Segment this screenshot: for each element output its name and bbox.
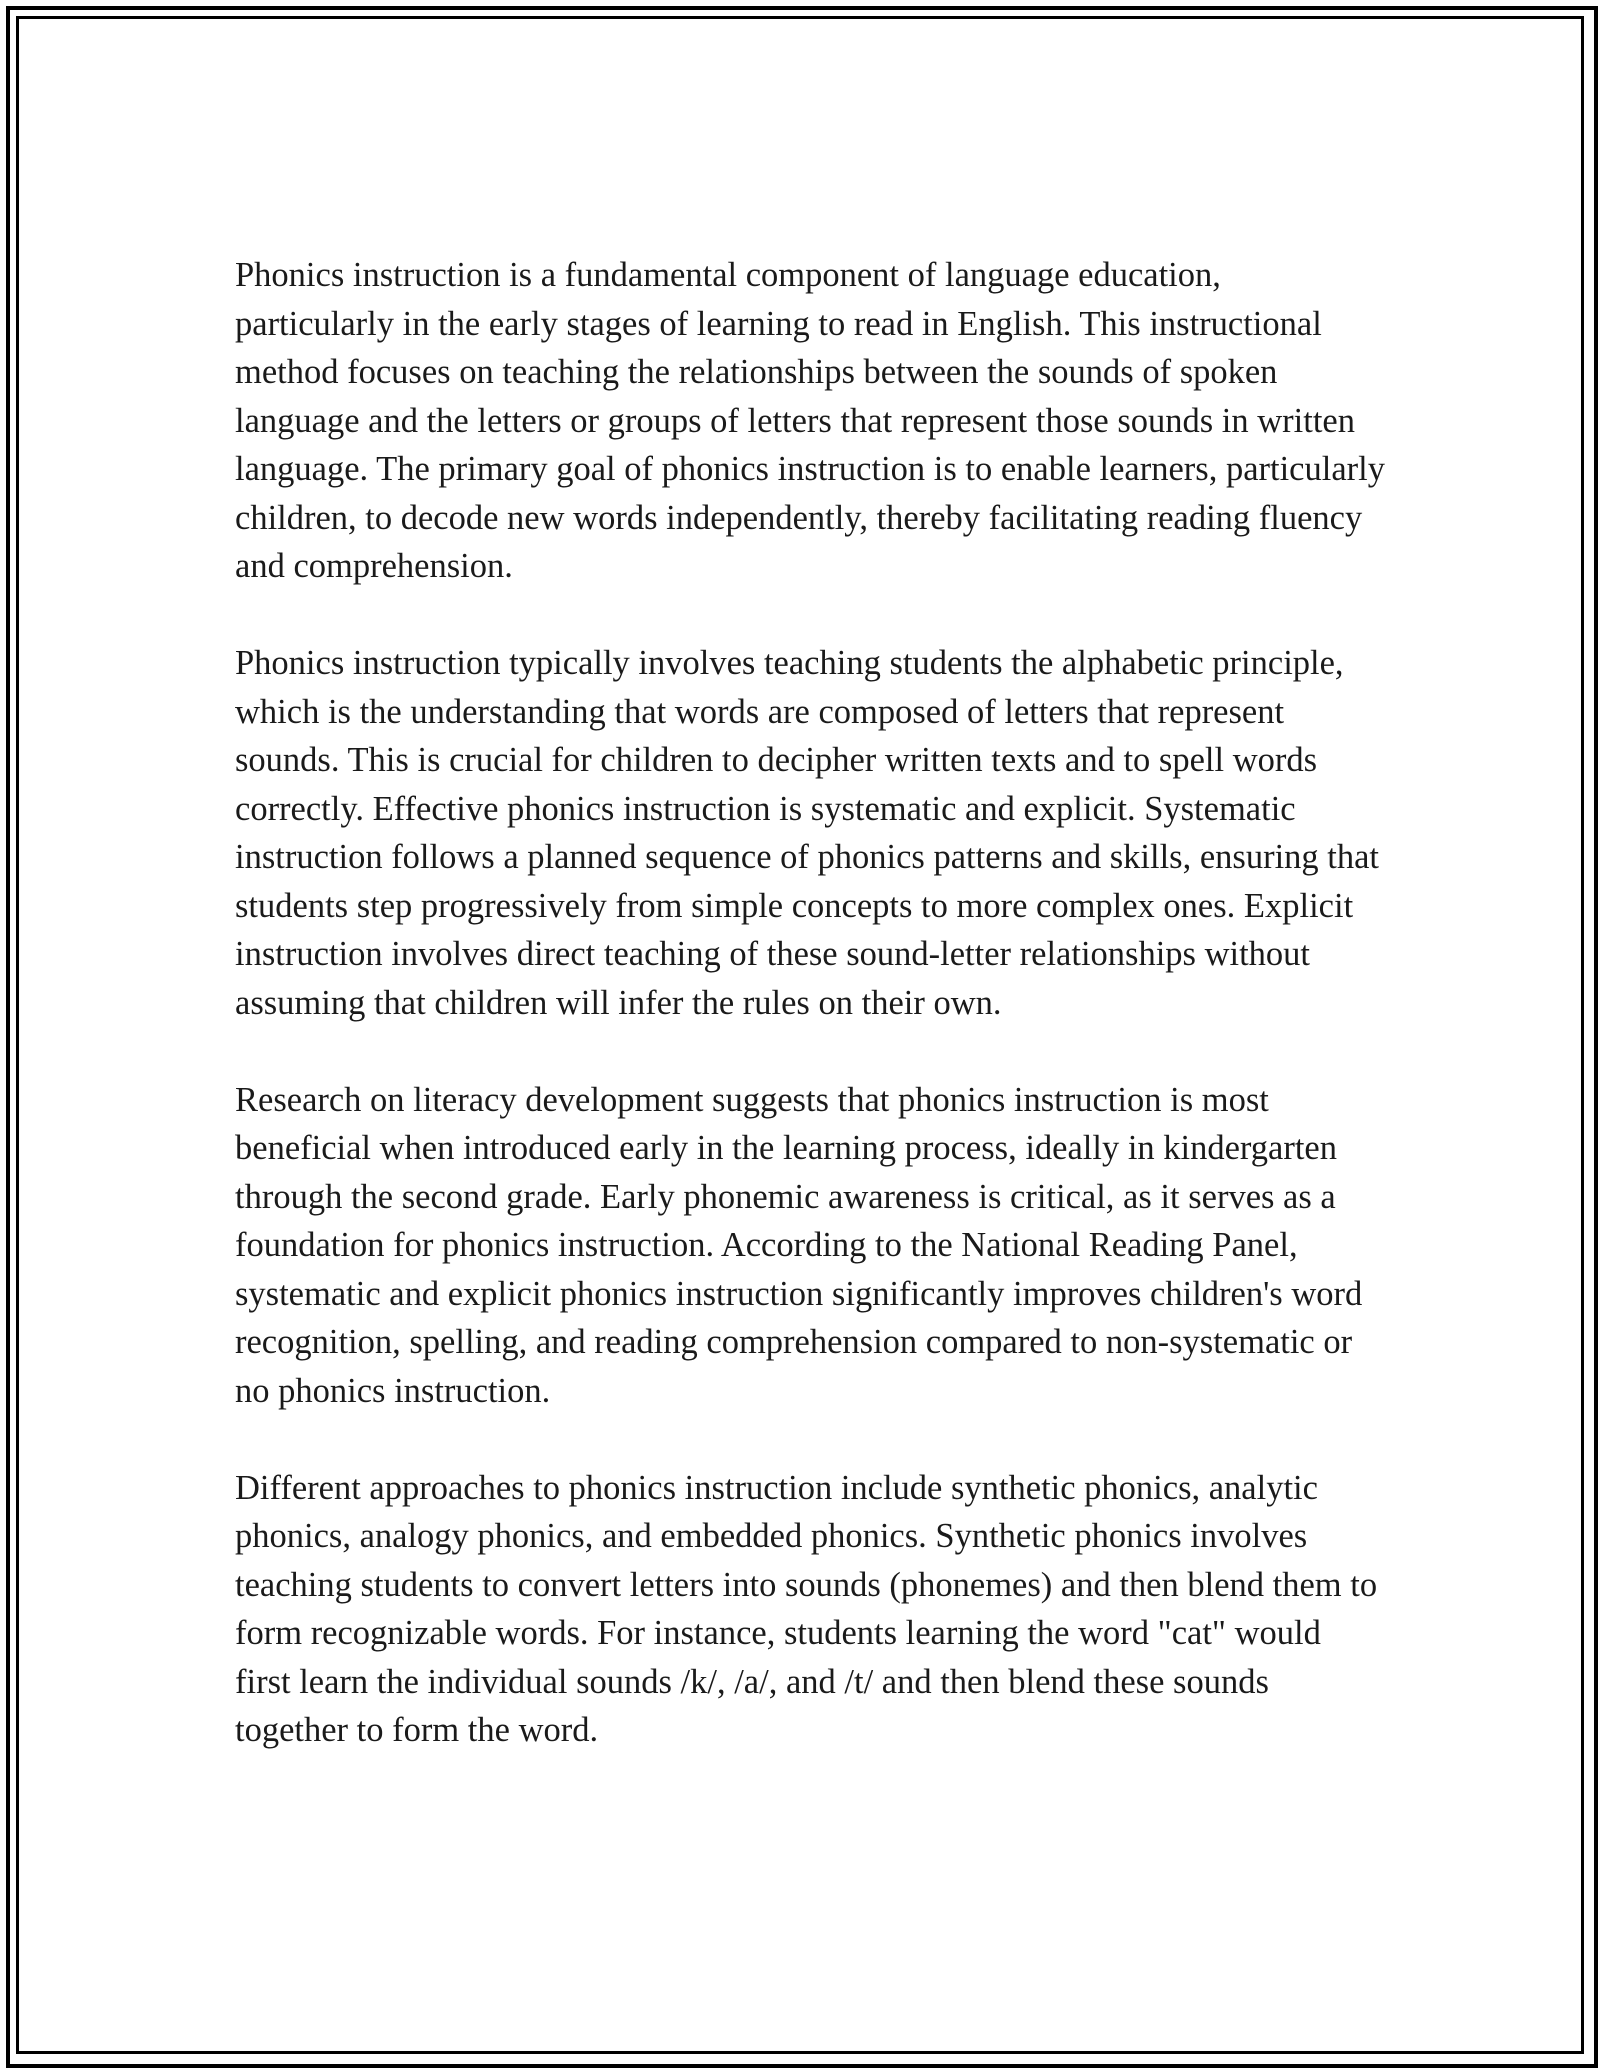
paragraph-4: Different approaches to phonics instruction include synthetic phonics, analytic phonics, analogy phonics, and embedded phonics. Synthetic phonics involves teaching students to convert letters into sounds (phonemes) and then blend them to form recognizable words. For instance, students learning the word "cat" would first learn the individual sounds /k/, /a/, and /t/ and then blend these sounds together to form the word. [235, 1468, 1378, 1749]
document-body [235, 251, 1385, 1803]
paragraph-2: Phonics instruction typically involves teaching students the alphabetic principle, which is the understanding that words are composed of letters that represent sounds. This is crucial for children to decipher written texts and to spell words correctly. Effective phonics instruction is systematic and explicit. Systematic instruction follows a planned sequence of phonics patterns and skills, ensuring that students step progressively from simple concepts to more complex ones. Explicit instruction involves direct teaching of these sound-letter relationships without assuming that children will infer the rules on their own. [235, 644, 1380, 1022]
paragraph-3: Research on literacy development suggests that phonics instruction is most beneficial when introduced early in the learning process, ideally in kindergarten through the second grade. Early phonemic awareness is critical, as it serves as a foundation for phonics instruction. According to the National Reading Panel, systematic and explicit phonics instruction significantly improves children's word recognition, spelling, and reading comprehension compared to non-systematic or no phonics instruction. [235, 1080, 1363, 1410]
paragraph-1: Phonics instruction is a fundamental component of language education, particularly in the early stages of learning to read in English. This instructional method focuses on teaching the relationships between the sounds of spoken language and the letters or groups of letters that represent those sounds in written language. The primary goal of phonics instruction is to enable learners, particularly children, to decode new words independently, thereby facilitating reading fluency and comprehension. [235, 256, 1385, 585]
